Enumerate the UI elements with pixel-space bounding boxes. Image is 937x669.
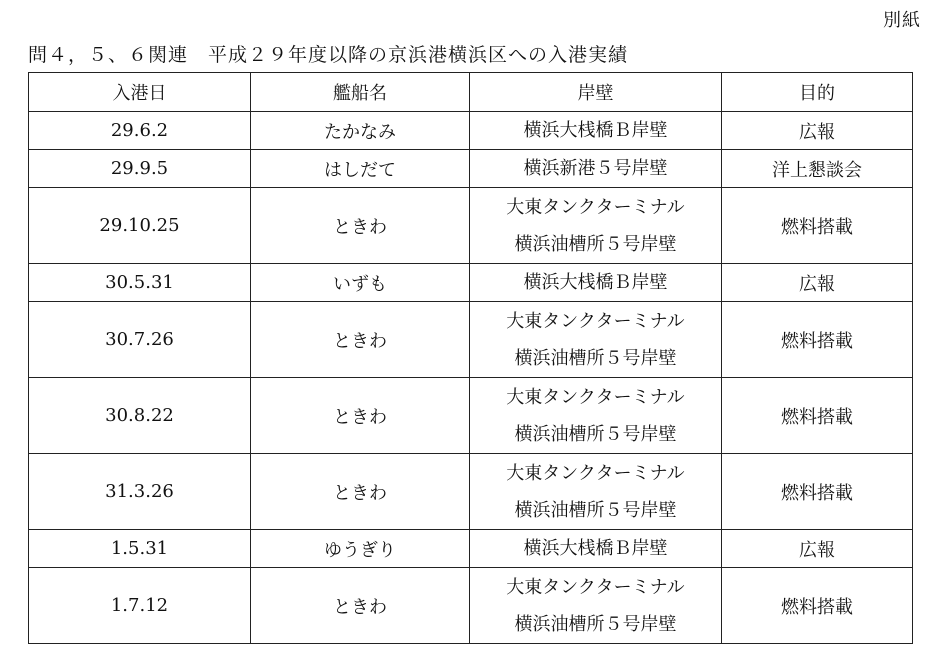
berth-line: 横浜大桟橋Ｂ岸壁 bbox=[523, 272, 668, 293]
table-row bbox=[29, 150, 913, 188]
header-date: 入港日 bbox=[29, 73, 251, 112]
table-row bbox=[29, 378, 913, 454]
berth-line: 横浜新港５号岸壁 bbox=[523, 158, 668, 179]
cell-date: 31.3.26 bbox=[29, 454, 251, 530]
cell-purpose: 燃料搭載 bbox=[722, 568, 913, 644]
cell-purpose: 燃料搭載 bbox=[722, 454, 913, 530]
table-row bbox=[29, 264, 913, 302]
cell-date: 30.8.22 bbox=[29, 378, 251, 454]
table-header-row bbox=[29, 73, 913, 112]
table-row bbox=[29, 568, 913, 644]
berth-line: 横浜大桟橋Ｂ岸壁 bbox=[523, 120, 668, 141]
cell-berth bbox=[470, 188, 722, 264]
header-berth: 岸壁 bbox=[470, 73, 722, 112]
cell-date: 30.5.31 bbox=[29, 264, 251, 302]
berth-line: 大東タンクターミナル bbox=[506, 196, 685, 218]
cell-berth bbox=[470, 150, 722, 188]
cell-purpose: 広報 bbox=[722, 112, 913, 150]
cell-purpose: 燃料搭載 bbox=[722, 302, 913, 378]
table-row bbox=[29, 530, 913, 568]
cell-ship: ときわ bbox=[251, 378, 470, 454]
cell-berth bbox=[470, 378, 722, 454]
document-title: 問４，５、６関連 平成２９年度以降の京浜港横浜区への入港実績 bbox=[28, 44, 629, 66]
berth-line: 大東タンクターミナル bbox=[506, 576, 685, 598]
cell-berth bbox=[470, 302, 722, 378]
berth-line: 横浜油槽所５号岸壁 bbox=[514, 423, 677, 445]
cell-date: 29.10.25 bbox=[29, 188, 251, 264]
port-visits-table bbox=[28, 72, 913, 644]
cell-ship: ときわ bbox=[251, 568, 470, 644]
cell-berth bbox=[470, 568, 722, 644]
cell-purpose: 洋上懇談会 bbox=[722, 150, 913, 188]
cell-date: 1.7.12 bbox=[29, 568, 251, 644]
berth-line: 大東タンクターミナル bbox=[506, 386, 685, 408]
cell-berth bbox=[470, 454, 722, 530]
cell-date: 29.9.5 bbox=[29, 150, 251, 188]
header-ship: 艦船名 bbox=[251, 73, 470, 112]
cell-berth bbox=[470, 264, 722, 302]
cell-date: 30.7.26 bbox=[29, 302, 251, 378]
cell-ship: ときわ bbox=[251, 188, 470, 264]
table-body bbox=[29, 112, 913, 644]
page-label: 別紙 bbox=[883, 10, 921, 31]
header-purpose: 目的 bbox=[722, 73, 913, 112]
berth-line: 大東タンクターミナル bbox=[506, 310, 685, 332]
berth-line: 横浜油槽所５号岸壁 bbox=[514, 499, 677, 521]
cell-ship: ゆうぎり bbox=[251, 530, 470, 568]
cell-ship: ときわ bbox=[251, 302, 470, 378]
table-row bbox=[29, 188, 913, 264]
cell-purpose: 広報 bbox=[722, 264, 913, 302]
berth-line: 横浜油槽所５号岸壁 bbox=[514, 233, 677, 255]
berth-line: 横浜油槽所５号岸壁 bbox=[514, 613, 677, 635]
cell-purpose: 燃料搭載 bbox=[722, 378, 913, 454]
table-row bbox=[29, 112, 913, 150]
cell-ship: ときわ bbox=[251, 454, 470, 530]
berth-line: 横浜油槽所５号岸壁 bbox=[514, 347, 677, 369]
cell-ship: たかなみ bbox=[251, 112, 470, 150]
table-row bbox=[29, 302, 913, 378]
cell-purpose: 燃料搭載 bbox=[722, 188, 913, 264]
cell-berth bbox=[470, 112, 722, 150]
cell-date: 29.6.2 bbox=[29, 112, 251, 150]
berth-line: 大東タンクターミナル bbox=[506, 462, 685, 484]
cell-purpose: 広報 bbox=[722, 530, 913, 568]
cell-ship: はしだて bbox=[251, 150, 470, 188]
cell-berth bbox=[470, 530, 722, 568]
berth-line: 横浜大桟橋Ｂ岸壁 bbox=[523, 538, 668, 559]
cell-date: 1.5.31 bbox=[29, 530, 251, 568]
cell-ship: いずも bbox=[251, 264, 470, 302]
table-row bbox=[29, 454, 913, 530]
